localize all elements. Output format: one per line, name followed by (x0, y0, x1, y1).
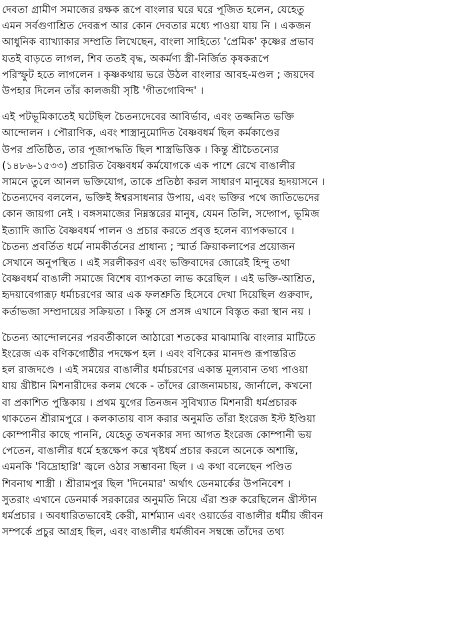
text-line: ইংরেজ এক বণিকগোষ্ঠীর পদক্ষেপ হল । এবং বণিকের মানদণ্ড রূপান্তরিত (2, 349, 297, 361)
text-line: চৈতন্য প্রবর্তিত ধর্মে নামকীর্তনের প্রাধান্য ; স্মার্ত ক্রিয়াকলাপের প্রয়োজন (2, 241, 296, 253)
text-line: সেখানে অনুপস্থিত । এই সরলীকরণ এবং ভক্তিবাদের জোরেই হিন্দু তথা (2, 258, 291, 270)
text-line: দেবতা গ্রামীণ সমাজের রক্ষক রূপে বাংলার ঘরে ঘরে পূজিত হলেন, যেহেতু (2, 5, 305, 16)
text-line: এমনকি 'বিদ্রোহাগ্নি' জ্বলে ওঠার সম্ভাবনা ছিল । এ কথা বলেছেন পণ্ডিত (2, 462, 293, 474)
text-line: যতই বাড়তে লাগল, শিব ততই বৃদ্ধ, অকর্মণ্য স্ত্রী-নির্জিত কৃষকরূপে (2, 53, 270, 65)
text-line: উপহার দিলেন তাঁর কালজয়ী সৃষ্টি 'গীতগোবিন্দ' । (2, 86, 204, 98)
text-line: কর্তাভজা সম্প্রদায়ের সক্রিয়তা । কিন্তু সে প্রসঙ্গ এখানে বিস্তৃত করা স্থান নয় । (2, 306, 311, 318)
text-line: আধুনিক ব্যাখ্যাকার সম্প্রতি লিখেছেন, বাংলা সাহিত্যে 'প্রেমিক' কৃষ্ণের প্রভাব (2, 37, 314, 49)
text-line: (১৪৮৬-১৫৩৩) প্রচারিত বৈষ্ণবধর্ম কর্মযোগকে এক পাশে রেখে বাঙালীর (2, 160, 296, 172)
text-line: চৈতন্য আন্দোলনের পরবর্তীকালে আঠারো শতকের মাঝামাঝি বাংলার মাটিতে (2, 332, 316, 344)
text-line: সম্পর্কে প্রচুর আগ্রহ ছিল, এবং বাঙালীর ধর্মজীবন সম্বন্ধে তাঁদের তথ্য (2, 527, 285, 539)
text-line: এমন সর্বগুণাশ্রিত দেবরূপ আর কোন দেবতার মধ্যে পাওয়া যায় নি । একজন (2, 21, 312, 33)
text-line: পরিস্ফুট হতে লাগলেন । কৃষ্ণকথায় ভরে উঠল বাংলার আবহ-মণ্ডল ; জয়দেব (2, 69, 315, 81)
text-line: ধর্মপ্রচার । অবধারিতভাবেই কেরী, মার্শম্যান এবং ওয়ার্ডের বাঙালীর ধর্মীয় জীবন (2, 511, 324, 523)
text-line: কোম্পানীর কাছে পাননি, যেহেতু তখনকার সদ্য আগত ইংরেজ কোম্পানী ভয় (2, 430, 312, 442)
paragraph-missionaries (2, 331, 456, 542)
text-line: সামনে তুলে আনল ভক্তিযোগ, তাকে প্রতিষ্ঠা করল সাধারণ মানুষের হৃদয়াসনে । (2, 177, 325, 189)
text-line: শিবনাথ শাস্ত্রী । শ্রীরামপুর ছিল 'দিনেমার' অর্থাৎ ডেনমার্কের উপনিবেশ । (2, 478, 291, 490)
text-line: সুতরাং এখানে ডেনমার্ক সরকারের অনুমতি নিয়ে এঁরা শুরু করেছিলেন খ্রীস্টান (2, 494, 317, 506)
text-line: এই পটভূমিকাতেই ঘটেছিল চৈতন্যদেবের আবির্ভাব, এবং তজ্জনিত ভক্তি (2, 112, 295, 124)
text-line: বা প্রকাশিত পুস্তিকায় । প্রথম যুগের তিনজন সুবিখ্যাত মিশনারী ধর্মপ্রচারক (2, 397, 298, 409)
text-line: চৈতন্যদেব বললেন, ভক্তিই ঈশ্বরসাধনার উপায়, এবং ভক্তির পথে জাতিভেদের (2, 193, 320, 205)
paragraph-chaitanya (2, 110, 456, 321)
paragraph-shiva-krishna (2, 3, 456, 100)
text-line: থাকতেন শ্রীরামপুরে । কলকাতায় বাস করার অনুমতি তাঁরা ইংরেজ ইস্ট ইণ্ডিয়া (2, 413, 316, 425)
text-line: হৃদয়াবেগারূঢ় ধর্মাচরণের আর এক ফলশ্রুতি হিসেবে দেখা দিয়েছিল গুরুবাদ, (2, 290, 313, 302)
text-line: হল রাজদণ্ডে । এই সময়ের বাঙালীর ধর্মাচরণের একান্ত মূল্যবান তথ্য পাওয়া (2, 365, 309, 377)
text-line: বৈষ্ণবধর্ম বাঙালী সমাজে বিশেষ ব্যাপকতা লাভ করেছিল । এই ভক্তি-আশ্রিত, (2, 274, 316, 286)
text-line: ইত্যাদি জাতি বৈষ্ণবধর্ম পালন ও প্রচার করতে প্রবৃত্ত হলেন ব্যাপকভাবে । (2, 225, 295, 237)
text-line: পেতেন, বাঙালীর ধর্মে হস্তক্ষেপ করে খৃষ্টধর্ম প্রচার করলে অনেকে অশান্তি, (2, 446, 299, 458)
text-line: যায় খ্রীষ্টান মিশনারীদের কলম থেকে - তাঁদের রোজনামচায়, জার্নালে, কখনো (2, 381, 312, 393)
text-line: উপর প্রতিষ্ঠিত, তার পূজাপদ্ধতি ছিল শাস্ত্রভিত্তিক । কিন্তু শ্রীচৈতন্যের (2, 144, 279, 156)
text-line: আন্দোলন । পৌরাণিক, এবং শাস্ত্রানুমোদিত বৈষ্ণবধর্ম ছিল কর্মকাণ্ডের (2, 128, 280, 140)
text-line: কোন জায়গা নেই । বঙ্গসমাজের নিম্নস্তরের মানুষ, যেমন তিলি, সদ্গোপ, ভূমিজ (2, 209, 320, 221)
